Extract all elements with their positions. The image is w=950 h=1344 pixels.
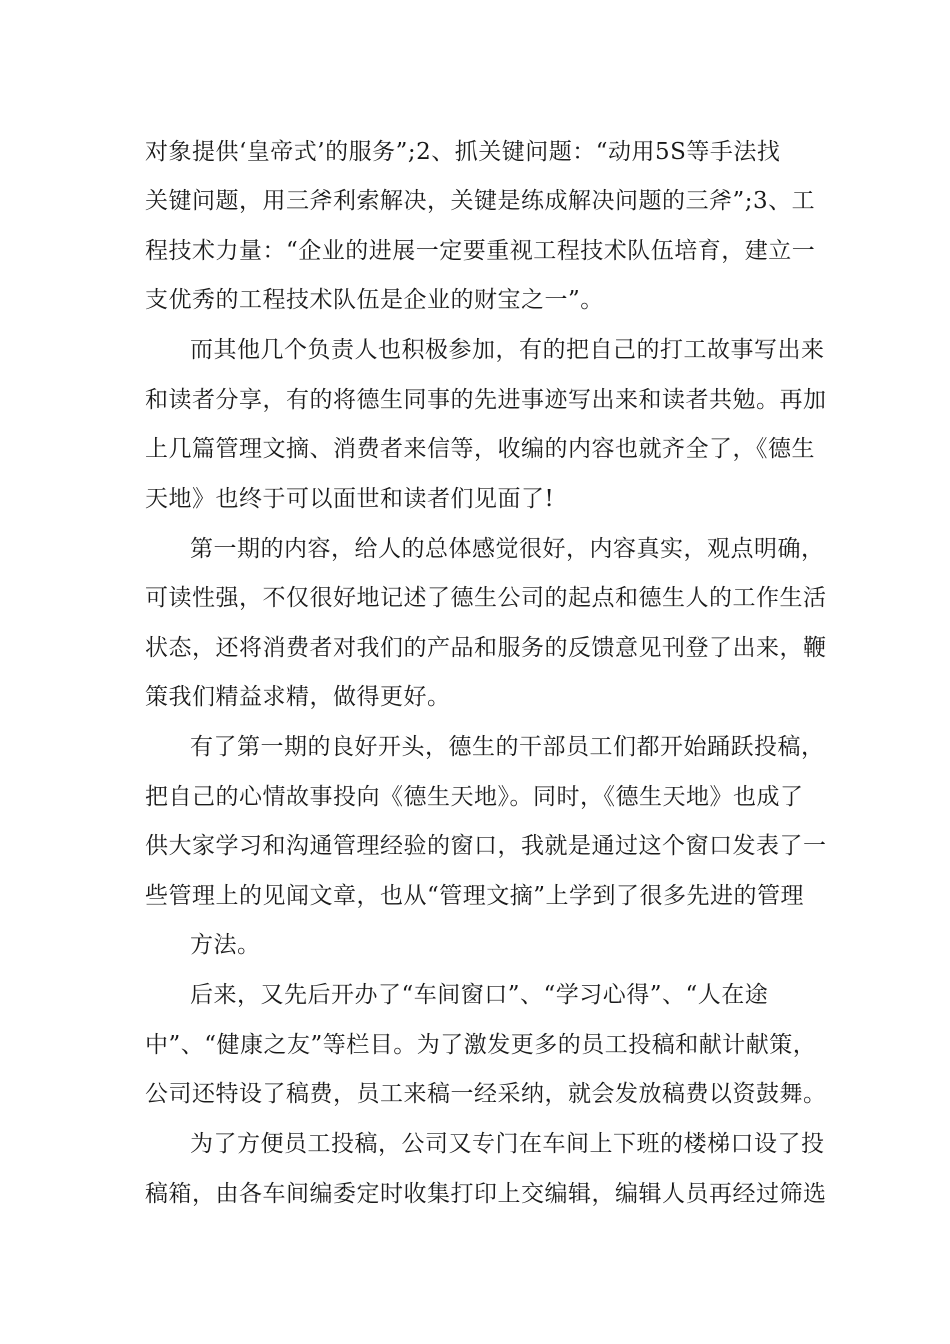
text-line: 上几篇管理文摘、消费者来信等，收编的内容也就齐全了，《德生 xyxy=(145,436,815,462)
text-line: 把自己的心情故事投向《德生天地》。同时，《德生天地》也成了 xyxy=(145,784,804,810)
text-line: 中”、“健康之友”等栏目。为了激发更多的员工投稿和献计献策， xyxy=(145,1032,817,1058)
text-line: 和读者分享，有的将德生同事的先进事迹写出来和读者共勉。再加 xyxy=(145,387,827,413)
text-line: 方法。 xyxy=(190,932,261,958)
text-line: 支优秀的工程技术队伍是企业的财宝之一”。 xyxy=(145,287,604,313)
text-line: 程技术力量：“企业的进展一定要重视工程技术队伍培育，建立一 xyxy=(145,238,816,264)
text-line: 天地》也终于可以面世和读者们见面了! xyxy=(145,486,555,512)
text-line: 对象提供‘皇帝式’的服务”;2、抓关键问题：“动用5S等手法找 xyxy=(145,139,781,165)
text-line: 关键问题，用三斧利索解决，关键是练成解决问题的三斧”;3、工 xyxy=(145,188,816,214)
text-line: 公司还特设了稿费，员工来稿一经采纳，就会发放稿费以资鼓舞。 xyxy=(145,1081,827,1107)
paragraph-start-line: 有了第一期的良好开头，德生的干部员工们都开始踊跃投稿， xyxy=(190,734,825,760)
text-line: 状态，还将消费者对我们的产品和服务的反馈意见刊登了出来，鞭 xyxy=(145,635,827,661)
paragraph-start-line: 第一期的内容，给人的总体感觉很好，内容真实，观点明确， xyxy=(190,536,825,562)
text-line: 些管理上的见闻文章，也从“管理文摘”上学到了很多先进的管理 xyxy=(145,883,805,909)
text-line: 可读性强，不仅很好地记述了德生公司的起点和德生人的工作生活 xyxy=(145,585,827,611)
text-line: 供大家学习和沟通管理经验的窗口，我就是通过这个窗口发表了一 xyxy=(145,833,827,859)
paragraph-start-line: 而其他几个负责人也积极参加，有的把自己的打工故事写出来 xyxy=(190,337,825,363)
paragraph-start-line: 为了方便员工投稿，公司又专门在车间上下班的楼梯口设了投 xyxy=(190,1131,825,1157)
text-line: 策我们精益求精，做得更好。 xyxy=(145,684,451,710)
text-line: 稿箱，由各车间编委定时收集打印上交编辑，编辑人员再经过筛选 xyxy=(145,1181,827,1207)
paragraph-start-line: 后来，又先后开办了“车间窗口”、“学习心得”、“人在途 xyxy=(190,982,769,1008)
